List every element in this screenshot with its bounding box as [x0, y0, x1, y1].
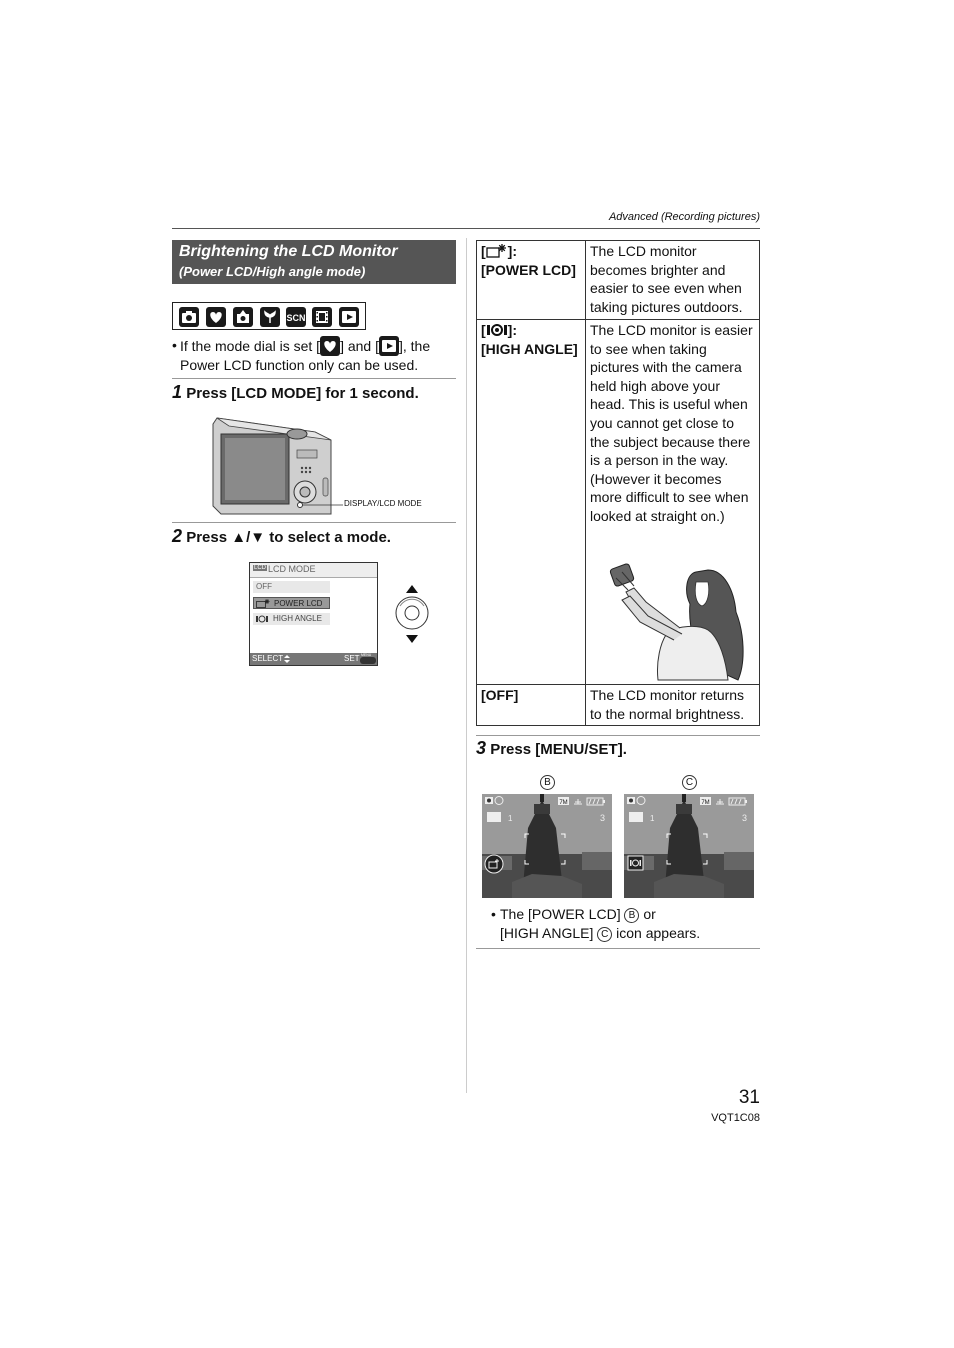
section-title-box: [172, 240, 456, 284]
mode-dial-note: [172, 336, 458, 375]
lcd-mode-table: [476, 240, 760, 726]
result-note-text-3: [HIGH ANGLE]: [500, 925, 594, 941]
result-rule: [476, 948, 760, 949]
page-number: 31: [738, 1087, 760, 1108]
portrait-icon: [233, 307, 253, 327]
bracket-close: ]:: [507, 243, 517, 259]
step1-rule: [172, 378, 456, 379]
result-note-text-2: or: [643, 906, 656, 922]
table-desc-cell: The LCD monitor returns to the normal brightness.: [586, 685, 760, 726]
high-angle-icon: [255, 614, 269, 624]
step1-number: 1: [172, 382, 183, 402]
section-title: Brightening the LCD Monitor: [179, 243, 398, 260]
frame-count-text: 3: [599, 813, 605, 823]
high-angle-description: The LCD monitor is easier to see when taking pictures with the camera held high above your head. This is useful when you cannot get close to the subject because there is a person in the way. (However it becomes more difficult to see when looked at straight on.): [590, 322, 753, 524]
landscape-photo: [482, 794, 612, 898]
menu-title-bar: [250, 563, 377, 578]
menu-item-off[interactable]: [253, 581, 330, 593]
step3-rule: [476, 735, 760, 736]
step3-text: Press [MENU/SET].: [490, 741, 627, 758]
table-key-label: [HIGH ANGLE]: [481, 340, 578, 357]
screen-high-angle: [624, 794, 754, 898]
heart-icon: [320, 336, 340, 356]
size-badge-text: 7M: [559, 800, 568, 806]
table-key-label: [POWER LCD]: [481, 261, 576, 278]
menu-small-label: MENU: [361, 653, 372, 657]
step2-number: 2: [172, 526, 183, 546]
result-note-text-4: icon appears.: [616, 925, 701, 941]
value-text: 1: [508, 814, 513, 823]
section-subtitle: (Power LCD/High angle mode): [179, 264, 366, 279]
power-lcd-icon: [256, 599, 270, 608]
table-row: [477, 241, 760, 320]
step2-heading: [172, 526, 391, 547]
camera-icon: [179, 307, 199, 327]
menu-item-label: HIGH ANGLE: [273, 614, 322, 623]
result-note-text-1: The [POWER LCD]: [500, 906, 621, 922]
step2-rule: [172, 522, 456, 523]
lcd-badge: LCD: [254, 565, 267, 571]
camera-illustration: [205, 410, 345, 522]
heart-icon: [206, 307, 226, 327]
note-text-1: If the mode dial is set [: [180, 338, 321, 354]
playback-icon: [339, 307, 359, 327]
bracket-close: ]:: [507, 322, 517, 338]
step1-text: Press [LCD MODE] for 1 second.: [186, 385, 419, 402]
macro-icon: [260, 307, 280, 327]
table-key-cell: [477, 241, 586, 320]
table-row: [477, 685, 760, 726]
woman-high-angle-illustration: [598, 552, 748, 682]
section-header: Advanced (Recording pictures): [608, 211, 760, 223]
landscape-photo: [624, 794, 754, 898]
high-angle-icon: [486, 322, 508, 338]
set-label: SET: [344, 654, 360, 663]
film-icon: [312, 307, 332, 327]
cursor-pad-icon: [392, 584, 432, 644]
note-text-2: ] and [: [340, 338, 379, 354]
menu-footer: [250, 653, 377, 665]
result-note: [491, 905, 759, 943]
menu-item-label: OFF: [256, 582, 272, 591]
table-desc-cell: The LCD monitor becomes brighter and easier to see even when taking pictures outdoors.: [586, 241, 760, 320]
step2-text: Press ▲/▼ to select a mode.: [186, 529, 391, 546]
scn-icon: [286, 307, 306, 327]
lcd-mode-menu-screen: [249, 562, 378, 666]
column-divider: [466, 238, 467, 1093]
menu-item-label: POWER LCD: [274, 599, 323, 608]
bracket-open: [: [481, 322, 486, 338]
bullet: •: [491, 906, 496, 922]
power-lcd-icon: [486, 243, 508, 259]
label-b: B: [540, 775, 555, 790]
playback-icon: [379, 336, 399, 356]
value-text: 1: [650, 814, 655, 823]
document-code: VQT1C08: [711, 1112, 760, 1124]
note-text-3: ], the Power LCD function only can be used.: [180, 338, 431, 373]
screen-power-lcd: [482, 794, 612, 898]
step3-number: 3: [476, 738, 487, 758]
up-down-arrow-icon: [284, 655, 290, 663]
select-label: SELECT: [252, 654, 284, 663]
table-key-cell: [OFF]: [477, 685, 586, 726]
bullet: •: [172, 337, 177, 353]
bracket-open: [: [481, 243, 486, 259]
menu-item-power-lcd[interactable]: [253, 597, 330, 609]
svg-text:SCN: SCN: [286, 313, 306, 323]
header-rule: [172, 228, 760, 229]
size-badge-text: 7M: [701, 800, 710, 806]
table-row: [477, 320, 760, 685]
mode-icon-bar: [172, 302, 366, 330]
label-b-inline: B: [624, 908, 639, 923]
table-key-cell: [477, 320, 586, 685]
display-lcd-mode-callout: DISPLAY/LCD MODE: [344, 499, 422, 508]
set-button-icon: [360, 657, 376, 664]
table-desc-cell: [586, 320, 760, 685]
step1-heading: [172, 382, 419, 403]
menu-item-high-angle[interactable]: [253, 613, 330, 625]
frame-count-text: 3: [741, 813, 747, 823]
label-c: C: [682, 775, 697, 790]
step3-heading: [476, 738, 627, 759]
label-c-inline: C: [597, 927, 612, 942]
menu-title: LCD MODE: [268, 564, 316, 574]
